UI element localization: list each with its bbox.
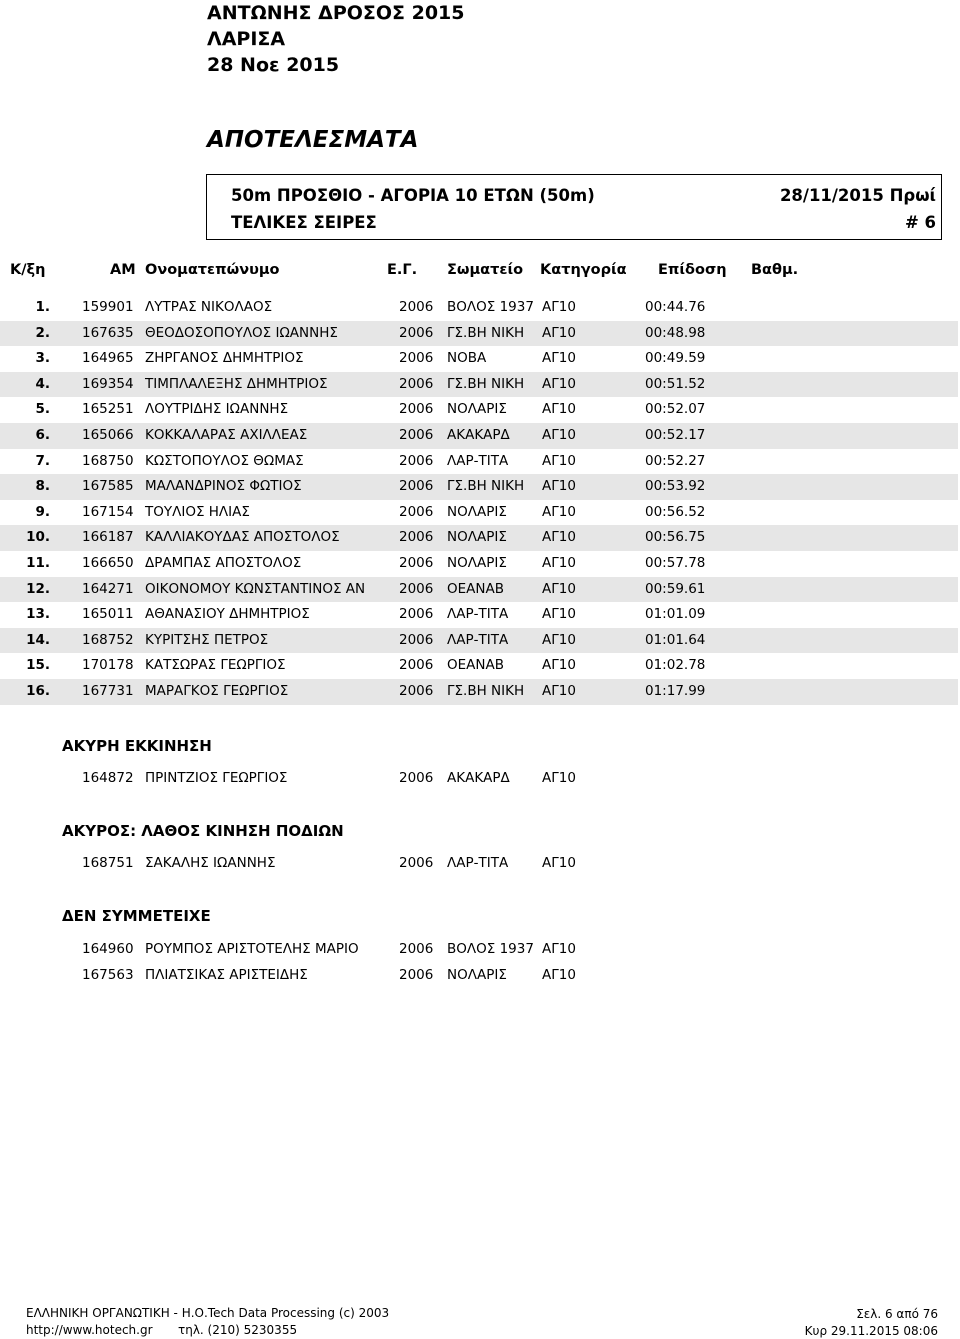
category-cell: ΑΓ10 bbox=[542, 299, 576, 315]
club-cell: ΑΚΑΚΑΡΔ bbox=[447, 770, 510, 786]
name-cell: ΔΡΑΜΠΑΣ ΑΠΟΣΤΟΛΟΣ bbox=[145, 554, 302, 571]
table-row bbox=[0, 449, 960, 475]
name-cell: ΟΙΚΟΝΟΜΟΥ ΚΩΝΣΤΑΝΤΙΝΟΣ ΑΝ bbox=[145, 580, 366, 597]
rank-cell: 13. bbox=[26, 606, 50, 623]
time-cell: 01:01.09 bbox=[645, 606, 706, 623]
name-cell: ΤΙΜΠΛΑΛΕΞΗΣ ΔΗΜΗΤΡΙΟΣ bbox=[145, 375, 328, 392]
am-cell: 159901 bbox=[82, 299, 134, 315]
year-cell: 2006 bbox=[399, 606, 434, 623]
rank-cell: 8. bbox=[35, 478, 50, 495]
year-cell: 2006 bbox=[399, 631, 434, 648]
time-cell: 00:52.27 bbox=[645, 452, 706, 469]
category-cell: ΑΓ10 bbox=[542, 967, 576, 983]
year-cell: 2006 bbox=[399, 452, 434, 469]
time-cell: 00:44.76 bbox=[645, 299, 706, 315]
category-cell: ΑΓ10 bbox=[542, 682, 576, 699]
club-cell: ΟΕΑΝΑΒ bbox=[447, 657, 504, 674]
am-cell: 167154 bbox=[82, 503, 134, 520]
footer-org: ΕΛΛΗΝΙΚΗ ΟΡΓΑΝΩΤΙΚΗ - Η.Ο.Tech Data Processing (c) 2003 bbox=[26, 1306, 390, 1320]
name-cell: ΜΑΡΑΓΚΟΣ ΓΕΩΡΓΙΟΣ bbox=[145, 682, 289, 699]
club-cell: ΛΑΡ-ΤΙΤΑ bbox=[447, 606, 509, 623]
table-row bbox=[0, 551, 960, 577]
table-row bbox=[0, 628, 958, 654]
col-rank: Κ/ξη bbox=[10, 262, 46, 278]
year-cell: 2006 bbox=[399, 324, 434, 341]
club-cell: ΓΣ.ΒΗ ΝΙΚΗ bbox=[447, 375, 525, 392]
event-datetime: 28/11/2015 Πρωί bbox=[779, 186, 936, 205]
list-item bbox=[0, 967, 960, 989]
time-cell: 00:56.52 bbox=[645, 503, 706, 520]
club-cell: ΒΟΛΟΣ 1937 bbox=[447, 299, 534, 315]
club-cell: ΓΣ.ΒΗ ΝΙΚΗ bbox=[447, 478, 525, 495]
table-row bbox=[0, 602, 960, 628]
event-number: # 6 bbox=[904, 213, 936, 232]
rank-cell: 4. bbox=[35, 375, 50, 392]
time-cell: 01:02.78 bbox=[645, 657, 706, 674]
meet-header bbox=[207, 0, 465, 78]
am-cell: 168752 bbox=[82, 631, 134, 648]
list-item bbox=[0, 941, 960, 963]
club-cell: ΒΟΛΟΣ 1937 bbox=[447, 941, 534, 957]
rank-cell: 5. bbox=[35, 401, 50, 418]
am-cell: 168750 bbox=[82, 452, 134, 469]
am-cell: 166650 bbox=[82, 554, 134, 571]
section-title: ΑΠΟΤΕΛΕΣΜΑΤΑ bbox=[207, 127, 419, 153]
am-cell: 165011 bbox=[82, 606, 134, 623]
name-cell: ΛΥΤΡΑΣ ΝΙΚΟΛΑΟΣ bbox=[145, 299, 273, 315]
year-cell: 2006 bbox=[399, 580, 434, 597]
list-item bbox=[0, 770, 960, 792]
category-cell: ΑΓ10 bbox=[542, 657, 576, 674]
meet-city: ΛΑΡΙΣΑ bbox=[207, 28, 286, 50]
category-cell: ΑΓ10 bbox=[542, 350, 576, 367]
table-row bbox=[0, 525, 958, 551]
category-cell: ΑΓ10 bbox=[542, 554, 576, 571]
club-cell: ΓΣ.ΒΗ ΝΙΚΗ bbox=[447, 324, 525, 341]
rank-cell: 6. bbox=[35, 426, 50, 443]
am-cell: 164872 bbox=[82, 770, 134, 786]
invalid-start-title: ΑΚΥΡΗ ΕΚΚΙΝΗΣΗ bbox=[62, 737, 212, 755]
event-box bbox=[206, 174, 942, 240]
rank-cell: 11. bbox=[26, 554, 50, 571]
footer-website-link[interactable]: http://www.hotech.gr bbox=[26, 1323, 153, 1337]
club-cell: ΝΟΛΑΡΙΣ bbox=[447, 554, 507, 571]
results-table-header bbox=[0, 262, 960, 284]
time-cell: 00:48.98 bbox=[645, 324, 706, 341]
am-cell: 164960 bbox=[82, 941, 134, 957]
name-cell: ΜΑΛΑΝΔΡΙΝΟΣ ΦΩΤΙΟΣ bbox=[145, 478, 302, 495]
time-cell: 01:01.64 bbox=[645, 631, 706, 648]
footer-phone: τηλ. (210) 5230355 bbox=[178, 1323, 298, 1337]
category-cell: ΑΓ10 bbox=[542, 426, 576, 443]
did-not-compete-title: ΔΕΝ ΣΥΜΜΕΤΕΙΧΕ bbox=[62, 907, 211, 925]
footer-page-number: Σελ. 6 από 76 bbox=[856, 1307, 938, 1321]
club-cell: ΑΚΑΚΑΡΔ bbox=[447, 426, 510, 443]
year-cell: 2006 bbox=[399, 299, 434, 315]
table-row bbox=[0, 577, 958, 603]
table-row bbox=[0, 423, 958, 449]
table-row bbox=[0, 653, 960, 679]
category-cell: ΑΓ10 bbox=[542, 401, 576, 418]
am-cell: 164271 bbox=[82, 580, 134, 597]
year-cell: 2006 bbox=[399, 855, 434, 871]
club-cell: ΝΟΛΑΡΙΣ bbox=[447, 967, 507, 983]
year-cell: 2006 bbox=[399, 682, 434, 699]
year-cell: 2006 bbox=[399, 941, 434, 957]
results-table bbox=[0, 295, 960, 705]
category-cell: ΑΓ10 bbox=[542, 855, 576, 871]
name-cell: ΣΑΚΑΛΗΣ ΙΩΑΝΝΗΣ bbox=[145, 855, 276, 871]
col-category: Κατηγορία bbox=[540, 262, 627, 278]
event-round: ΤΕΛΙΚΕΣ ΣΕΙΡΕΣ bbox=[231, 213, 377, 232]
year-cell: 2006 bbox=[399, 401, 434, 418]
table-row bbox=[0, 372, 958, 398]
time-cell: 01:17.99 bbox=[645, 682, 706, 699]
table-row bbox=[0, 500, 960, 526]
meet-name: ΑΝΤΩΝΗΣ ΔΡΟΣΟΣ 2015 bbox=[207, 2, 465, 24]
club-cell: ΟΕΑΝΑΒ bbox=[447, 580, 504, 597]
am-cell: 169354 bbox=[82, 375, 134, 392]
name-cell: ΑΘΑΝΑΣΙΟΥ ΔΗΜΗΤΡΙΟΣ bbox=[145, 606, 310, 623]
year-cell: 2006 bbox=[399, 503, 434, 520]
time-cell: 00:52.17 bbox=[645, 426, 706, 443]
club-cell: ΝΟΛΑΡΙΣ bbox=[447, 529, 507, 546]
table-row bbox=[0, 346, 960, 372]
category-cell: ΑΓ10 bbox=[542, 631, 576, 648]
col-points: Βαθμ. bbox=[751, 262, 799, 278]
time-cell: 00:52.07 bbox=[645, 401, 706, 418]
time-cell: 00:59.61 bbox=[645, 580, 706, 597]
name-cell: ΤΟΥΛΙΟΣ ΗΛΙΑΣ bbox=[145, 503, 250, 520]
rank-cell: 15. bbox=[26, 657, 50, 674]
name-cell: ΘΕΟΔΟΣΟΠΟΥΛΟΣ ΙΩΑΝΝΗΣ bbox=[145, 324, 338, 341]
event-name: 50m ΠΡΟΣΘΙΟ - ΑΓΟΡΙΑ 10 ΕΤΩΝ (50m) bbox=[231, 186, 595, 205]
name-cell: ΠΡΙΝΤΖΙΟΣ ΓΕΩΡΓΙΟΣ bbox=[145, 770, 288, 786]
col-am: ΑΜ bbox=[110, 262, 136, 278]
time-cell: 00:49.59 bbox=[645, 350, 706, 367]
club-cell: ΛΑΡ-ΤΙΤΑ bbox=[447, 855, 509, 871]
rank-cell: 1. bbox=[35, 299, 50, 315]
table-row bbox=[0, 397, 960, 423]
club-cell: ΝΟΒΑ bbox=[447, 350, 487, 367]
rank-cell: 12. bbox=[26, 580, 50, 597]
table-row bbox=[0, 321, 958, 347]
name-cell: ΖΗΡΓΑΝΟΣ ΔΗΜΗΤΡΙΟΣ bbox=[145, 350, 304, 367]
time-cell: 00:51.52 bbox=[645, 375, 706, 392]
col-name: Ονοματεπώνυμο bbox=[145, 262, 280, 278]
year-cell: 2006 bbox=[399, 350, 434, 367]
year-cell: 2006 bbox=[399, 770, 434, 786]
year-cell: 2006 bbox=[399, 529, 434, 546]
club-cell: ΝΟΛΑΡΙΣ bbox=[447, 401, 507, 418]
col-club: Σωματείο bbox=[447, 262, 524, 278]
rank-cell: 3. bbox=[35, 350, 50, 367]
name-cell: ΛΟΥΤΡΙΔΗΣ ΙΩΑΝΝΗΣ bbox=[145, 401, 289, 418]
name-cell: ΠΛΙΑΤΣΙΚΑΣ ΑΡΙΣΤΕΙΔΗΣ bbox=[145, 967, 308, 983]
meet-date: 28 Νοε 2015 bbox=[207, 54, 340, 76]
name-cell: ΚΩΣΤΟΠΟΥΛΟΣ ΘΩΜΑΣ bbox=[145, 452, 304, 469]
year-cell: 2006 bbox=[399, 657, 434, 674]
table-row bbox=[0, 295, 960, 321]
category-cell: ΑΓ10 bbox=[542, 941, 576, 957]
am-cell: 166187 bbox=[82, 529, 134, 546]
category-cell: ΑΓ10 bbox=[542, 452, 576, 469]
am-cell: 165251 bbox=[82, 401, 134, 418]
category-cell: ΑΓ10 bbox=[542, 606, 576, 623]
name-cell: ΚΟΚΚΑΛΑΡΑΣ ΑΧΙΛΛΕΑΣ bbox=[145, 426, 308, 443]
time-cell: 00:57.78 bbox=[645, 554, 706, 571]
am-cell: 170178 bbox=[82, 657, 134, 674]
time-cell: 00:53.92 bbox=[645, 478, 706, 495]
year-cell: 2006 bbox=[399, 554, 434, 571]
rank-cell: 10. bbox=[26, 529, 50, 546]
disqualified-title: ΑΚΥΡΟΣ: ΛΑΘΟΣ ΚΙΝΗΣΗ ΠΟΔΙΩΝ bbox=[62, 822, 344, 840]
name-cell: ΡΟΥΜΠΟΣ ΑΡΙΣΤΟΤΕΛΗΣ ΜΑΡΙΟ bbox=[145, 941, 359, 957]
am-cell: 167635 bbox=[82, 324, 134, 341]
am-cell: 167585 bbox=[82, 478, 134, 495]
club-cell: ΝΟΛΑΡΙΣ bbox=[447, 503, 507, 520]
year-cell: 2006 bbox=[399, 967, 434, 983]
category-cell: ΑΓ10 bbox=[542, 375, 576, 392]
list-item bbox=[0, 855, 960, 877]
table-row bbox=[0, 474, 958, 500]
col-time: Επίδοση bbox=[658, 262, 727, 278]
footer-print-date: Κυρ 29.11.2015 08:06 bbox=[804, 1324, 938, 1338]
name-cell: ΚΑΛΛΙΑΚΟΥΔΑΣ ΑΠΟΣΤΟΛΟΣ bbox=[145, 529, 340, 546]
year-cell: 2006 bbox=[399, 426, 434, 443]
category-cell: ΑΓ10 bbox=[542, 529, 576, 546]
am-cell: 165066 bbox=[82, 426, 134, 443]
name-cell: ΚΑΤΣΩΡΑΣ ΓΕΩΡΓΙΟΣ bbox=[145, 657, 286, 674]
table-row bbox=[0, 679, 958, 705]
rank-cell: 14. bbox=[26, 631, 50, 648]
am-cell: 168751 bbox=[82, 855, 134, 871]
category-cell: ΑΓ10 bbox=[542, 580, 576, 597]
category-cell: ΑΓ10 bbox=[542, 478, 576, 495]
col-year: Ε.Γ. bbox=[387, 262, 418, 278]
name-cell: ΚΥΡΙΤΣΗΣ ΠΕΤΡΟΣ bbox=[145, 631, 269, 648]
year-cell: 2006 bbox=[399, 478, 434, 495]
rank-cell: 2. bbox=[35, 324, 50, 341]
club-cell: ΓΣ.ΒΗ ΝΙΚΗ bbox=[447, 682, 525, 699]
time-cell: 00:56.75 bbox=[645, 529, 706, 546]
category-cell: ΑΓ10 bbox=[542, 770, 576, 786]
club-cell: ΛΑΡ-ΤΙΤΑ bbox=[447, 452, 509, 469]
am-cell: 167563 bbox=[82, 967, 134, 983]
rank-cell: 16. bbox=[26, 682, 50, 699]
rank-cell: 9. bbox=[35, 503, 50, 520]
rank-cell: 7. bbox=[35, 452, 50, 469]
club-cell: ΛΑΡ-ΤΙΤΑ bbox=[447, 631, 509, 648]
year-cell: 2006 bbox=[399, 375, 434, 392]
category-cell: ΑΓ10 bbox=[542, 324, 576, 341]
am-cell: 167731 bbox=[82, 682, 134, 699]
am-cell: 164965 bbox=[82, 350, 134, 367]
category-cell: ΑΓ10 bbox=[542, 503, 576, 520]
